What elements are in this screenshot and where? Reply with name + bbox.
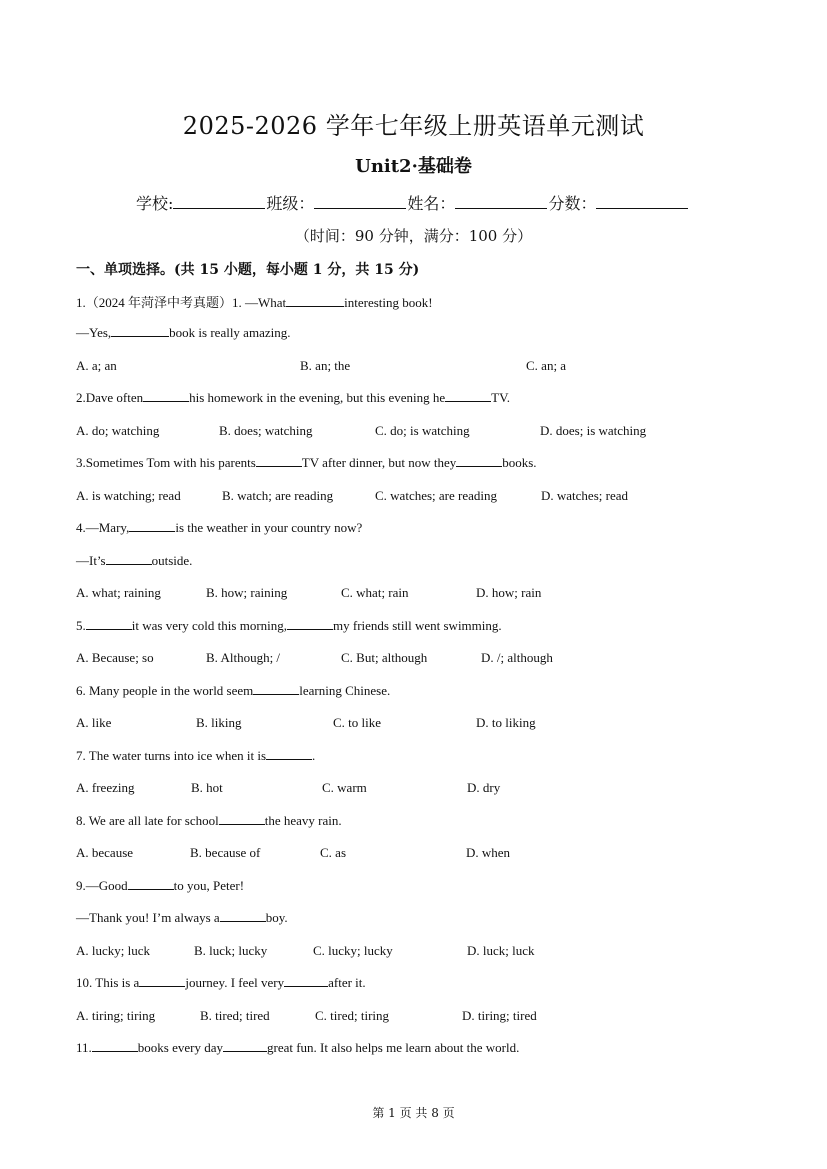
answer-blank[interactable]	[220, 910, 266, 922]
option-d[interactable]: D. luck; luck	[467, 943, 535, 958]
question-4-reply: —It’s outside.	[76, 553, 193, 568]
answer-blank[interactable]	[223, 1040, 267, 1052]
question-9-reply: —Thank you! I’m always a boy.	[76, 910, 288, 925]
option-b[interactable]: B. because of	[190, 845, 261, 860]
option-a[interactable]: A. like	[76, 715, 112, 730]
question-5-stem: 5. it was very cold this morning, my friends still went swimming.	[76, 618, 502, 633]
answer-blank[interactable]	[219, 813, 265, 825]
option-c[interactable]: C. an; a	[526, 358, 567, 373]
option-d[interactable]: D. when	[466, 845, 511, 860]
option-c[interactable]: C. as	[320, 845, 346, 860]
question-9-stem: 9.—Good to you, Peter!	[76, 878, 245, 893]
question-4-stem: 4.—Mary, is the weather in your country now?	[76, 520, 363, 535]
question-10-stem: 10. This is a journey. I feel very after it.	[76, 975, 366, 990]
question-1-reply: —Yes, book is really amazing.	[76, 325, 291, 340]
question-1-stem: 1.（2024 年菏泽中考真题）1. —What interesting book!	[76, 295, 433, 310]
option-a[interactable]: A. do; watching	[76, 423, 160, 438]
option-c[interactable]: C. But; although	[341, 650, 428, 665]
answer-blank[interactable]	[143, 390, 189, 402]
option-a[interactable]: A. is watching; read	[76, 488, 181, 503]
answer-blank[interactable]	[445, 390, 491, 402]
answer-blank[interactable]	[111, 325, 169, 337]
option-b[interactable]: B. an; the	[300, 358, 351, 373]
option-d[interactable]: D. /; although	[481, 650, 553, 665]
option-d[interactable]: D. to liking	[476, 715, 536, 730]
option-c[interactable]: C. warm	[322, 780, 367, 795]
answer-blank[interactable]	[92, 1040, 138, 1052]
page-title: 2025-2026 学年七年级上册英语单元测试	[182, 112, 645, 140]
answer-blank[interactable]	[128, 878, 174, 890]
option-a[interactable]: A. tiring; tiring	[76, 1008, 156, 1023]
option-c[interactable]: C. tired; tiring	[315, 1008, 390, 1023]
option-b[interactable]: B. watch; are reading	[222, 488, 334, 503]
question-7-stem: 7. The water turns into ice when it is .	[76, 748, 316, 763]
option-d[interactable]: D. dry	[467, 780, 501, 795]
option-a[interactable]: A. freezing	[76, 780, 135, 795]
option-b[interactable]: B. Although; /	[206, 650, 281, 665]
page-number: 第 1 页 共 8 页	[372, 1106, 455, 1120]
option-d[interactable]: D. watches; read	[541, 488, 628, 503]
option-b[interactable]: B. luck; lucky	[194, 943, 268, 958]
option-c[interactable]: C. what; rain	[341, 585, 409, 600]
section-title: 一、单项选择。(共 15 小题，每小题 1 分，共 15 分)	[76, 262, 420, 278]
option-a[interactable]: A. because	[76, 845, 134, 860]
answer-blank[interactable]	[86, 618, 132, 630]
question-2-stem: 2.Dave often his homework in the evening, but this evening he TV.	[76, 390, 511, 405]
option-b[interactable]: B. how; raining	[206, 585, 288, 600]
option-c[interactable]: C. do; is watching	[375, 423, 470, 438]
option-a[interactable]: A. what; raining	[76, 585, 161, 600]
score-label: 分数：	[548, 194, 597, 213]
question-8-stem: 8. We are all late for school the heavy rain.	[76, 813, 342, 828]
class-label: 班级：	[266, 194, 315, 213]
option-b[interactable]: B. tired; tired	[200, 1008, 270, 1023]
question-3-stem: 3.Sometimes Tom with his parents TV after dinner, but now they books.	[76, 455, 537, 470]
student-info-line	[136, 191, 689, 214]
option-c[interactable]: C. lucky; lucky	[313, 943, 393, 958]
score-blank[interactable]	[596, 194, 688, 209]
option-b[interactable]: B. hot	[191, 780, 223, 795]
question-11-stem: 11. books every day great fun. It also helps me learn about the world.	[76, 1040, 520, 1055]
option-d[interactable]: D. does; is watching	[540, 423, 647, 438]
school-label: 学校:	[136, 194, 174, 213]
answer-blank[interactable]	[256, 455, 302, 467]
option-b[interactable]: B. does; watching	[219, 423, 313, 438]
name-label: 姓名：	[407, 194, 456, 213]
class-blank[interactable]	[314, 194, 406, 209]
answer-blank[interactable]	[266, 748, 312, 760]
answer-blank[interactable]	[284, 975, 328, 987]
answer-blank[interactable]	[106, 553, 152, 565]
option-d[interactable]: D. tiring; tired	[462, 1008, 537, 1023]
time-note: （时间：90 分钟，满分：100 分）	[294, 227, 533, 245]
answer-blank[interactable]	[456, 455, 502, 467]
option-a[interactable]: A. a; an	[76, 358, 117, 373]
answer-blank[interactable]	[253, 683, 299, 695]
answer-blank[interactable]	[129, 520, 175, 532]
option-a[interactable]: A. Because; so	[76, 650, 154, 665]
school-blank[interactable]	[173, 194, 265, 209]
option-b[interactable]: B. liking	[196, 715, 242, 730]
option-c[interactable]: C. watches; are reading	[375, 488, 498, 503]
option-c[interactable]: C. to like	[333, 715, 382, 730]
name-blank[interactable]	[455, 194, 547, 209]
option-d[interactable]: D. how; rain	[476, 585, 542, 600]
page-subtitle: Unit2·基础卷	[355, 156, 472, 177]
answer-blank[interactable]	[139, 975, 185, 987]
option-a[interactable]: A. lucky; luck	[76, 943, 151, 958]
answer-blank[interactable]	[287, 618, 333, 630]
answer-blank[interactable]	[286, 295, 344, 307]
question-6-stem: 6. Many people in the world seem learning Chinese.	[76, 683, 391, 698]
